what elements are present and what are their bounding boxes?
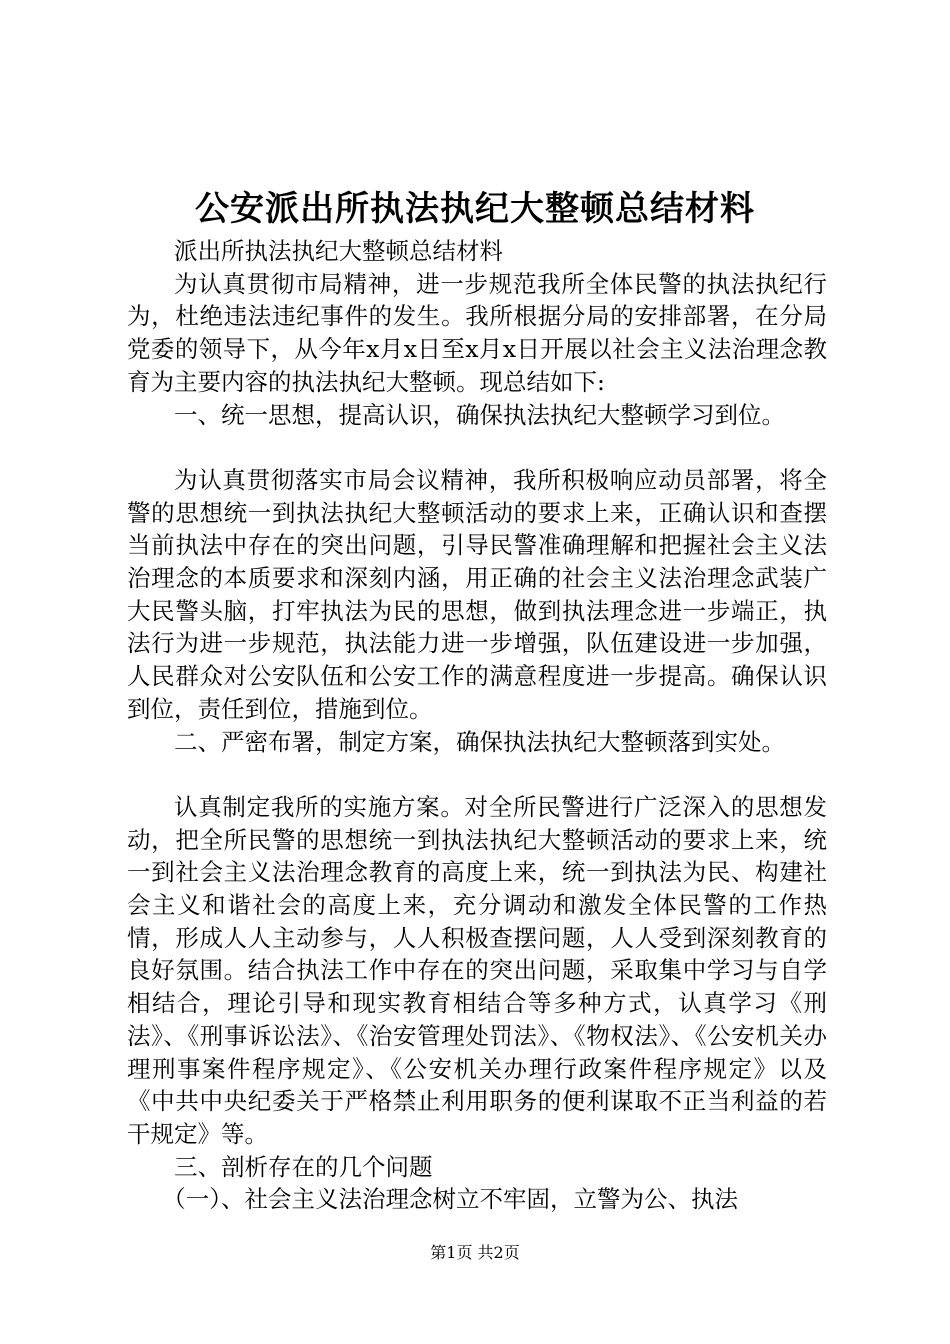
subsection-heading-1: （一）、社会主义法治理念树立不牢固，立警为公、执法 [162, 1185, 738, 1214]
section-2-paragraph: 认真制定我所的实施方案。对全所民警进行广泛深入的思想发动，把全所民警的思想统一到执法执纪大整顿活动的要求上来，统一到社会主义法治理念教育的高度上来，统一到执法为民、构建社会主义和谐社会的高度上来，充分调动和激发全体民警的工作热情，形成人人主动参与，人人积极查摆问题，人人受到深刻教育的良好氛围。结合执法工作中存在的突出问题，采取集中学习与自学相结合，理论引导和现实教育相结合等多种方式，认真学习《刑法》、《刑事诉讼法》、《治安管理处罚法》、《物权法》、《公安机关办理刑事案件程序规定》、《公安机关办理行政案件程序规定》以及《中共中央纪委关于严格禁止利用职务的便利谋取不正当利益的若干规定》等。 [127, 792, 827, 1148]
section-heading-2: 二、严密布署，制定方案，确保执法执纪大整顿落到实处。 [174, 727, 785, 756]
page-number-footer: 第1页 共2页 [430, 1243, 520, 1262]
section-heading-1: 一、统一思想，提高认识，确保执法执纪大整顿学习到位。 [174, 400, 785, 429]
document-body [127, 235, 827, 1216]
subtitle-paragraph: 派出所执法执纪大整顿总结材料 [174, 237, 503, 265]
section-1-paragraph: 为认真贯彻落实市局会议精神，我所积极响应动员部署，将全警的思想统一到执法执纪大整顿活动的要求上来，正确认识和查摆当前执法中存在的突出问题，引导民警准确理解和把握社会主义法治理念的本质要求和深刻内涵，用正确的社会主义法治理念武装广大民警头脑，打牢执法为民的思想，做到执法理念进一步端正，执法行为进一步规范，执法能力进一步增强，队伍建设进一步加强，人民群众对公安队伍和公安工作的满意程度进一步提高。确保认识到位，责任到位，措施到位。 [127, 465, 827, 723]
intro-paragraph: 为认真贯彻市局精神，进一步规范我所全体民警的执法执纪行为，杜绝违法违纪事件的发生。我所根据分局的安排部署，在分局党委的领导下，从今年x月x日至x月x日开展以社会主义法治理念教育为主要内容的执法执纪大整顿。现总结如下: [127, 269, 827, 396]
section-heading-3: 三、剖析存在的几个问题 [174, 1152, 433, 1181]
document-title: 公安派出所执法执纪大整顿总结材料 [195, 189, 755, 229]
